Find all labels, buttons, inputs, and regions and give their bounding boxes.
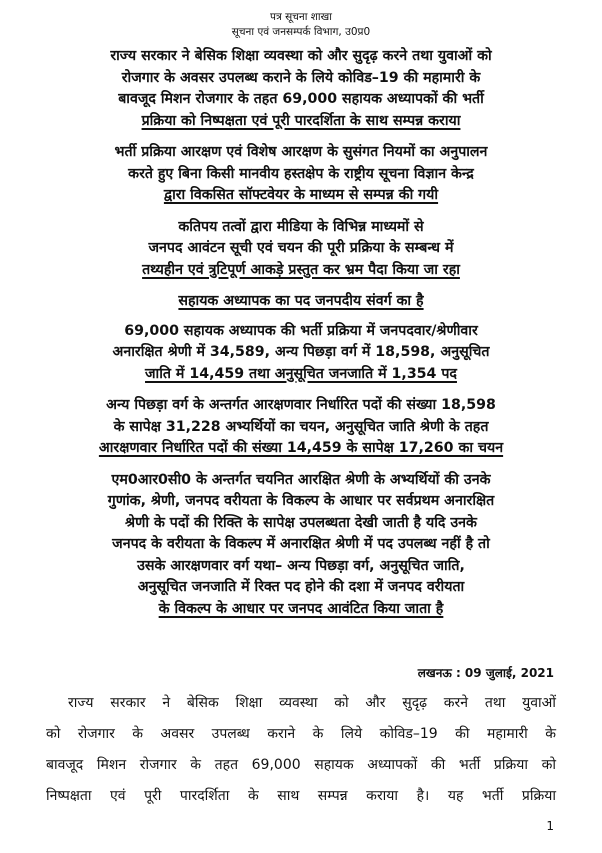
headline-line-underlined: जाति में 14,459 तथा अनुसूचित जनजाति में 1,354 पद [145, 365, 457, 382]
headline-2 [31, 142, 571, 207]
headline-6 [31, 395, 571, 460]
headline-1 [31, 46, 571, 132]
headline-line-underlined: के विकल्प के आधार पर जनपद आवंटित किया जाता है [158, 600, 444, 617]
headline-7 [31, 470, 571, 621]
headline-line-underlined: आरक्षणवार निर्धारित पदों की संख्या 14,459 के सापेक्ष 17,260 का चयन [98, 440, 504, 456]
headline-4 [41, 291, 561, 313]
body-line: को रोजगार के अवसर उपलब्ध कराने के लिये कोविड–19 की महामारी के [46, 726, 556, 742]
headline-line: राज्य सरकार ने बेसिक शिक्षा व्यवस्था को और सुदृढ़ करने तथा युवाओं को [110, 48, 492, 64]
headline-line: अनारक्षित श्रेणी में 34,589, अन्य पिछड़ा वर्ग में 18,598, अनुसूचित [112, 344, 490, 360]
body-line: निष्पक्षता एवं पूरी पारदर्शिता के साथ सम्पन्न कराया है। यह भर्ती प्रक्रिया [46, 788, 556, 804]
dateline: लखनऊ : 09 जुलाई, 2021 [417, 666, 554, 680]
headline-line: के सापेक्ष 31,228 अभ्यर्थियों का चयन, अनुसूचित जाति श्रेणी के तहत [113, 418, 489, 435]
headline-line-underlined: तथ्यहीन एवं त्रुटिपूर्ण आकड़े प्रस्तुत कर भ्रम पैदा किया जा रहा [142, 261, 460, 278]
body-line: बावजूद मिशन रोजगार के तहत 69,000 सहायक अध्यापकों की भर्ती प्रक्रिया को [46, 757, 556, 773]
headline-line: 69,000 सहायक अध्यापक की भर्ती प्रक्रिया में जनपदवार/श्रेणीवार [124, 322, 478, 339]
body-line: राज्य सरकार ने बेसिक शिक्षा व्यवस्था को और सुदृढ़ करने तथा युवाओं [68, 695, 556, 711]
headline-line: श्रेणी के पदों की रिक्ति के सापेक्ष उपलब्धता देखी जाती है यदि उनके [125, 514, 477, 531]
headline-line-underlined: द्वारा विकसित सॉफ्टवेयर के माध्यम से सम्पन्न की गयी [163, 187, 439, 203]
header-line-1: पत्र सूचना शाखा [270, 11, 332, 23]
headline-line: एम0आर0सी0 के अन्तर्गत चयनित आरक्षित श्रेणी के अभ्यर्थियों की उनके [111, 471, 491, 488]
headline-line: अनुसूचित जनजाति में रिक्त पद होने की दशा में जनपद वरीयता [137, 579, 465, 595]
headline-5 [31, 321, 571, 386]
headline-line-underlined: सहायक अध्यापक का पद जनपदीय संवर्ग का है [178, 293, 424, 309]
page-number: 1 [546, 819, 554, 833]
headline-line: जनपद आवंटन सूची एवं चयन की पूरी प्रक्रिया के सम्बन्ध में [148, 240, 454, 256]
headline-line: भर्ती प्रक्रिया आरक्षण एवं विशेष आरक्षण के सुसंगत नियमों का अनुपालन [114, 144, 488, 160]
headline-line: उसके आरक्षणवार वर्ग यथा– अन्य पिछड़ा वर्ग, अनुसूचित जाति, [137, 557, 465, 574]
issuing-office-header [0, 0, 602, 40]
headline-3 [41, 217, 561, 282]
headline-line: कतिपय तत्वों द्वारा मीडिया के विभिन्न माध्यमों से [178, 218, 424, 235]
headline-line: गुणांक, श्रेणी, जनपद वरीयता के विकल्प के आधार पर सर्वप्रथम अनारक्षित [107, 493, 495, 509]
headline-line: बावजूद मिशन रोजगार के तहत 69,000 सहायक अध्यापकों की भर्ती [118, 91, 484, 107]
body-paragraph [46, 688, 556, 812]
headline-line: करते हुए बिना किसी मानवीय हस्तक्षेप के राष्ट्रीय सूचना विज्ञान केन्द्र [128, 165, 474, 182]
headline-line-underlined: प्रक्रिया को निष्पक्षता एवं पूरी पारदर्शिता के साथ सम्पन्न कराया [141, 112, 461, 129]
header-line-2: सूचना एवं जनसम्पर्क विभाग, उ0प्र0 [231, 26, 371, 38]
headline-line: जनपद के वरीयता के विकल्प में अनारक्षित श्रेणी में पद उपलब्ध नहीं है तो [112, 536, 490, 552]
headline-line: अन्य पिछड़ा वर्ग के अन्तर्गत आरक्षणवार निर्धारित पदों की संख्या 18,598 [106, 397, 496, 413]
headline-line: रोजगार के अवसर उपलब्ध कराने के लिये कोविड–19 की महामारी के [121, 69, 481, 86]
